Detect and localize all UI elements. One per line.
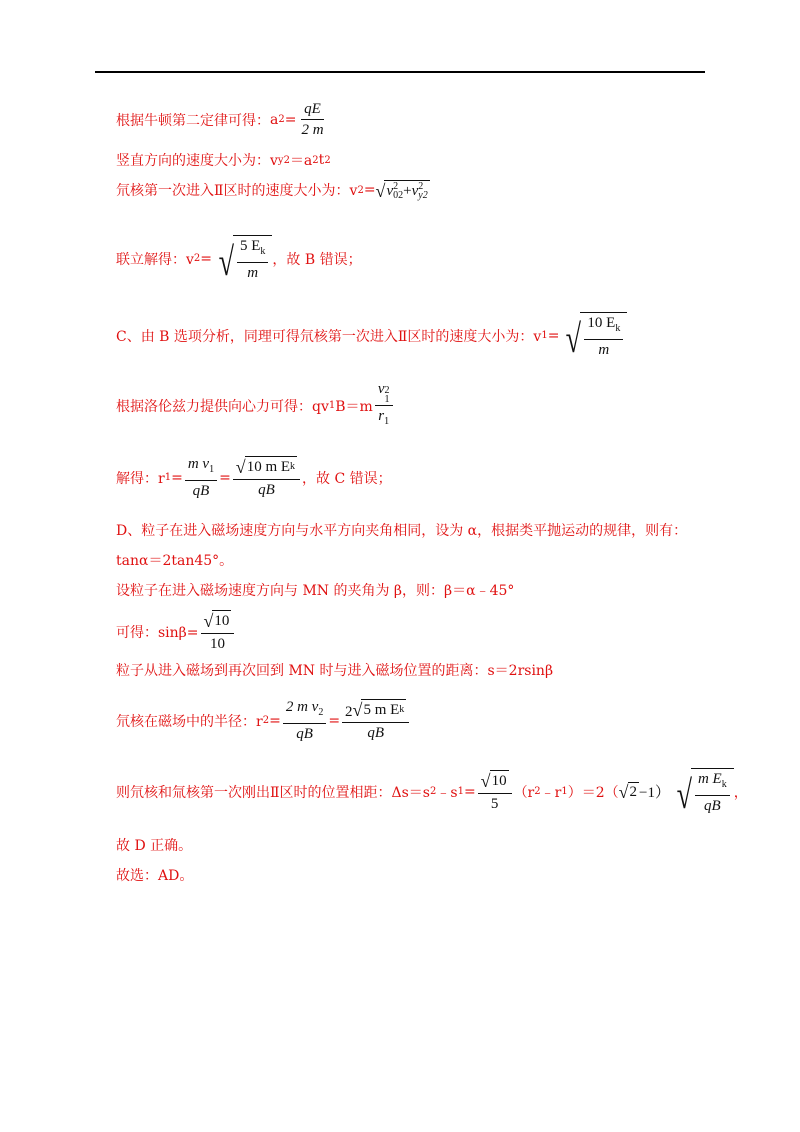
denominator: 2 m xyxy=(301,122,324,138)
fraction xyxy=(283,698,327,743)
text: 根据牛顿第二定律可得： xyxy=(116,112,270,129)
text: k xyxy=(721,779,727,790)
text: 2 xyxy=(318,707,324,718)
text: ﹣r xyxy=(540,784,562,801)
text: = xyxy=(200,250,213,267)
text: 5 xyxy=(490,796,499,812)
text: 氘核第一次进入Ⅱ区时的速度大小为：v xyxy=(116,183,358,199)
text: 联立解得：v xyxy=(116,251,194,268)
fraction: √ 10 m E k qB xyxy=(233,456,300,499)
text: 02 xyxy=(393,190,404,201)
line-beta xyxy=(116,580,514,600)
line-option-d xyxy=(116,520,687,540)
text: 可得：sinβ= xyxy=(116,624,199,641)
text: = xyxy=(219,469,231,486)
text: 1 xyxy=(457,786,464,797)
text: 5 m E xyxy=(363,702,400,718)
text: 故选：AD。 xyxy=(116,868,194,884)
text: 10 xyxy=(212,610,231,630)
header-rule xyxy=(95,71,705,73)
text: v xyxy=(386,182,394,199)
text: = xyxy=(328,712,341,729)
text: y2 xyxy=(277,154,290,166)
text: 解得：r xyxy=(116,470,165,487)
text: 根据洛伦兹力提供向心力可得：qv xyxy=(116,398,329,415)
fraction: √ 10 5 xyxy=(478,770,512,813)
text: 10 E xyxy=(587,315,616,331)
text: 1 xyxy=(384,394,390,405)
fraction xyxy=(185,455,217,500)
text: 2 xyxy=(357,184,364,196)
text: 粒子从进入磁场到再次回到 MN 时与进入磁场位置的距离：s＝2rsinβ xyxy=(116,663,554,679)
text: = xyxy=(284,111,297,128)
text: 1 xyxy=(164,472,172,483)
text: k xyxy=(290,461,296,472)
text: 2 xyxy=(262,715,270,726)
line-delta-s xyxy=(116,768,748,815)
sqrt xyxy=(376,180,430,200)
text: v xyxy=(411,182,419,199)
text: y2 xyxy=(418,190,428,201)
numerator: qE xyxy=(301,100,324,120)
line-tan-alpha xyxy=(116,550,233,570)
fraction: 2 √ 5 m E k qB xyxy=(342,699,409,742)
text: 2 xyxy=(193,253,201,264)
line-deuteron-speed xyxy=(116,180,430,200)
text: m xyxy=(598,342,610,358)
line-vertical-velocity xyxy=(116,150,331,170)
text: 氘核在磁场中的半径：r xyxy=(116,713,263,730)
line-solve-v2 xyxy=(116,235,362,282)
text: −1） xyxy=(639,785,670,801)
text: C、由 B 选项分析，同理可得氘核第一次进入Ⅱ区时的速度大小为：v xyxy=(116,328,542,345)
text: = xyxy=(363,182,376,198)
text: qB xyxy=(296,726,313,742)
text: 1 xyxy=(561,786,568,797)
text: D、粒子在进入磁场速度方向与水平方向夹角相同，设为 α，根据类平抛运动的规律，则有： xyxy=(116,523,688,539)
line-option-c xyxy=(116,312,627,359)
text: ，故 B 错误； xyxy=(272,251,362,268)
fraction: √ 10 10 xyxy=(201,610,235,653)
line-answer xyxy=(116,865,193,885)
text: k xyxy=(399,704,405,715)
text: qB xyxy=(258,482,275,498)
text: 10 xyxy=(209,636,225,652)
text: 2 xyxy=(278,114,285,125)
text: 2 xyxy=(534,786,541,797)
text: ﹣s xyxy=(436,784,458,801)
sqrt: √ 2 xyxy=(618,782,638,802)
text: 2 xyxy=(312,154,319,166)
text: ）＝2（ xyxy=(567,784,619,801)
text: 2 m v xyxy=(285,699,319,715)
text: m xyxy=(247,265,259,281)
radical: √ xyxy=(218,239,234,284)
text: 2 xyxy=(324,154,331,166)
text: v xyxy=(377,381,385,397)
fraction xyxy=(375,380,393,431)
text: 2 xyxy=(629,784,638,800)
line-solve-r1 xyxy=(116,455,392,500)
text: 5 E xyxy=(239,238,261,254)
text: 1 xyxy=(384,416,390,427)
text: = xyxy=(171,469,183,486)
text: （r xyxy=(513,784,535,801)
text: r xyxy=(378,408,385,424)
text: t xyxy=(318,152,325,168)
text: 1 xyxy=(209,464,215,475)
sqrt: √ $\frac{m E_k}{qB}$ xyxy=(670,768,734,815)
text: + xyxy=(403,182,412,199)
text: m E xyxy=(697,771,722,787)
line-radius-r2 xyxy=(116,698,411,743)
line-lorentz-force xyxy=(116,380,395,431)
text: 则氘核和氚核第一次刚出Ⅱ区时的位置相距：Δs＝s xyxy=(116,784,430,801)
radicand xyxy=(384,180,429,200)
text: ＝a xyxy=(289,153,313,169)
text: 2 xyxy=(418,181,424,192)
text: = xyxy=(463,783,476,800)
radicand xyxy=(233,235,272,282)
text: m v xyxy=(187,456,210,472)
text: a xyxy=(270,111,279,128)
text: k xyxy=(615,323,621,334)
text: 10 m E xyxy=(246,459,291,475)
text: ，故 C 错误； xyxy=(302,470,392,487)
text: 故 D 正确。 xyxy=(116,838,193,854)
text: 2 xyxy=(393,181,399,192)
radical: √ xyxy=(375,181,386,201)
text: qB xyxy=(192,483,210,499)
radicand xyxy=(580,312,627,359)
text: 2 xyxy=(384,385,390,396)
radical: √ xyxy=(566,316,582,361)
text: 10 xyxy=(490,770,509,790)
text: 2 xyxy=(430,786,437,797)
line-sin-beta xyxy=(116,610,236,653)
line-distance-s xyxy=(116,660,553,680)
text: 1 xyxy=(328,400,336,411)
text: 设粒子在进入磁场速度方向与 MN 的夹角为 β，则：β＝α﹣45° xyxy=(116,583,515,599)
sqrt xyxy=(212,235,272,282)
line-d-correct xyxy=(116,835,192,855)
text: ， xyxy=(733,784,748,801)
sqrt xyxy=(559,312,627,359)
text: tanα＝2tan45°。 xyxy=(116,553,234,569)
text: 竖直方向的速度大小为：v xyxy=(116,153,278,169)
text: 1 xyxy=(541,330,548,341)
text: = xyxy=(547,327,560,344)
text: k xyxy=(260,246,266,257)
text: qB xyxy=(703,798,721,814)
line-newton-law xyxy=(116,100,329,139)
text: 2 xyxy=(345,704,353,720)
text: B＝m xyxy=(335,398,373,415)
text: = xyxy=(269,712,281,729)
text: qB xyxy=(367,725,384,741)
fraction xyxy=(298,100,326,139)
